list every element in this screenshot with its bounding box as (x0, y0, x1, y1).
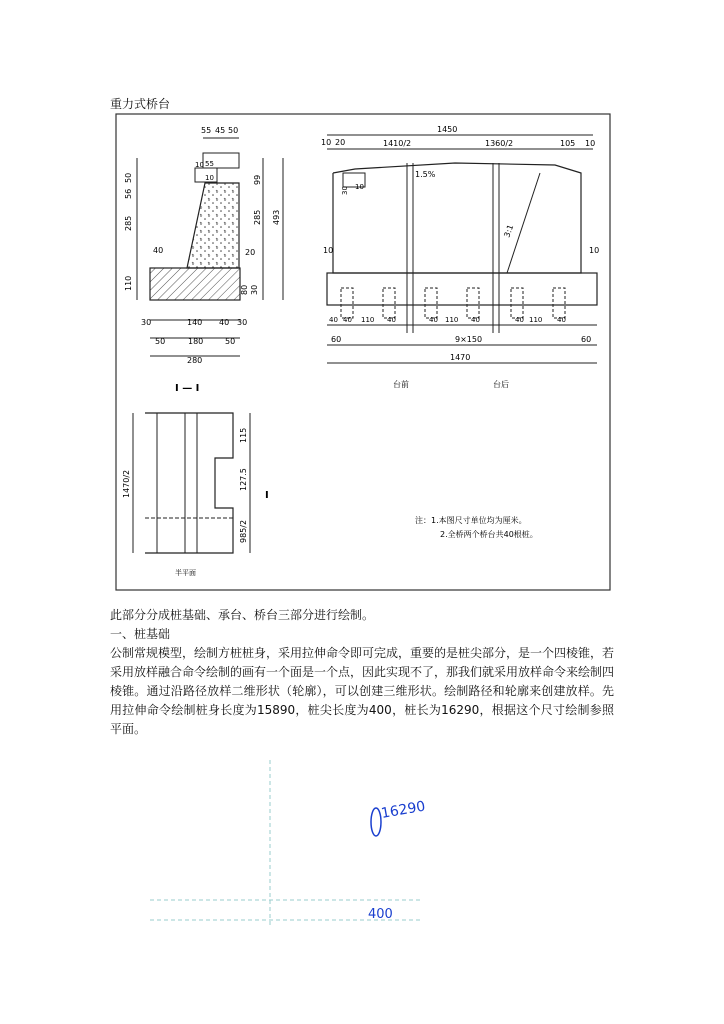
section-dim-b1-4: 30 (237, 318, 248, 327)
section-dim-b2-3: 50 (225, 337, 236, 346)
plan-right-dim-2: 127.5 (239, 468, 248, 491)
section-dim-left-3: 285 (124, 215, 133, 231)
elev-dim-top-2: 20 (335, 138, 346, 147)
elev-pile-dim-1: 40 (329, 316, 338, 324)
elev-side-dim-right: 10 (589, 246, 600, 255)
plan-label: 半平面 (175, 569, 196, 577)
section-dim-left-5: 110 (124, 275, 133, 291)
elev-dim-top-6: 10 (585, 139, 596, 148)
section-dim-inner-3: 10 (205, 174, 214, 182)
section-dim-total: 280 (187, 356, 203, 365)
section-dim-b1-2: 140 (187, 318, 203, 327)
note-line-2: 2.全桥两个桥台共40根桩。 (440, 530, 538, 539)
elev-dim-top-4: 1360/2 (485, 139, 514, 148)
elev-pile-dim-8: 40 (515, 316, 524, 324)
section-dim-top-1: 55 (201, 126, 212, 135)
elev-edge-right: 60 (581, 335, 592, 344)
page-heading: 重力式桥台 (110, 97, 171, 111)
section-dim-right-5: 80 (240, 284, 249, 295)
elev-pile-dim-5: 40 (429, 316, 438, 324)
section-dim-b2-2: 180 (188, 337, 204, 346)
elev-pile-dim-4: 40 (387, 316, 396, 324)
intro-paragraph: 此部分分成桩基础、承台、桥台三部分进行绘制。 (110, 608, 375, 622)
elev-inner-1: 30 (341, 186, 349, 195)
elev-inner-2: 10 (355, 183, 364, 191)
elev-pile-dim-10: 40 (557, 316, 566, 324)
section-dim-top-2: 45 (215, 126, 226, 135)
elev-side-dim-left: 10 (323, 246, 334, 255)
sketch-annotation-bottom: 400 (368, 907, 393, 922)
section-dim-left-4: 40 (153, 246, 164, 255)
elevation-view (321, 125, 599, 389)
elev-pile-dim-2: 40 (343, 316, 352, 324)
elev-total-bottom: 1470 (450, 353, 471, 362)
section-dim-right-4: 20 (245, 248, 256, 257)
section-body: 公制常规模型，绘制方桩桩身，采用拉伸命令即可完成，重要的是桩尖部分，是一个四棱锥，若采用放样融合命令绘制的画有一个面是一个点，因此实现不了，那我们就采用放样命令来绘制四棱锥。通过沿路径放样二维形状（轮廓），可以创建三维形状。绘制路径和轮廓来创建放样。先用拉伸命令绘制桩身长度为15890，桩尖长度为400，桩长为16290，根据这个尺寸绘制参照平面。 (110, 646, 615, 736)
section-dim-right-6: 30 (250, 284, 259, 295)
elev-dim-top-1: 10 (321, 138, 332, 147)
section-dim-inner-1: 10 (195, 161, 204, 169)
section-dim-right-3: 493 (272, 209, 281, 225)
section-title: 一、桩基础 (110, 627, 171, 641)
section-dim-left-2: 56 (124, 188, 133, 199)
sketch-annotation-top: 16290 (379, 798, 427, 822)
elev-pile-dim-7: 40 (471, 316, 480, 324)
plan-right-dim-1: 115 (239, 427, 248, 443)
engineering-drawing (115, 113, 613, 593)
elev-ratio: 3:1 (502, 223, 516, 239)
reference-plane-sketch (140, 740, 440, 930)
section-dim-inner-2: 55 (205, 160, 214, 168)
elev-spacing: 9×150 (455, 335, 483, 344)
plan-view (122, 413, 269, 577)
elev-dim-top-5: 105 (560, 139, 576, 148)
section-dim-top-3: 50 (228, 126, 239, 135)
section-dim-right-2: 285 (253, 209, 262, 225)
section-dim-b2-1: 50 (155, 337, 166, 346)
section-view (124, 126, 283, 394)
note-line-1: 注：1.本图尺寸单位均为厘米。 (415, 516, 527, 525)
elev-edge-left: 60 (331, 335, 342, 344)
plan-right-dim-3: 985/2 (239, 519, 248, 543)
section-dim-left-1: 50 (124, 172, 133, 183)
elev-pile-dim-3: 110 (361, 316, 375, 324)
section-dim-b1-3: 40 (219, 318, 230, 327)
section-dim-b1-1: 30 (141, 318, 152, 327)
elev-label-front: 台前 (393, 380, 409, 389)
section-label: I — I (175, 383, 200, 394)
elev-dim-top-3: 1410/2 (383, 139, 412, 148)
elev-label-back: 台后 (493, 380, 509, 389)
elev-pile-dim-6: 110 (445, 316, 459, 324)
plan-left-dim: 1470/2 (122, 469, 131, 498)
section-dim-right-1: 99 (253, 174, 262, 185)
plan-marker: I (265, 490, 269, 501)
elev-slope: 1.5% (415, 170, 436, 179)
elev-total-top: 1450 (437, 125, 458, 134)
elev-pile-dim-9: 110 (529, 316, 543, 324)
